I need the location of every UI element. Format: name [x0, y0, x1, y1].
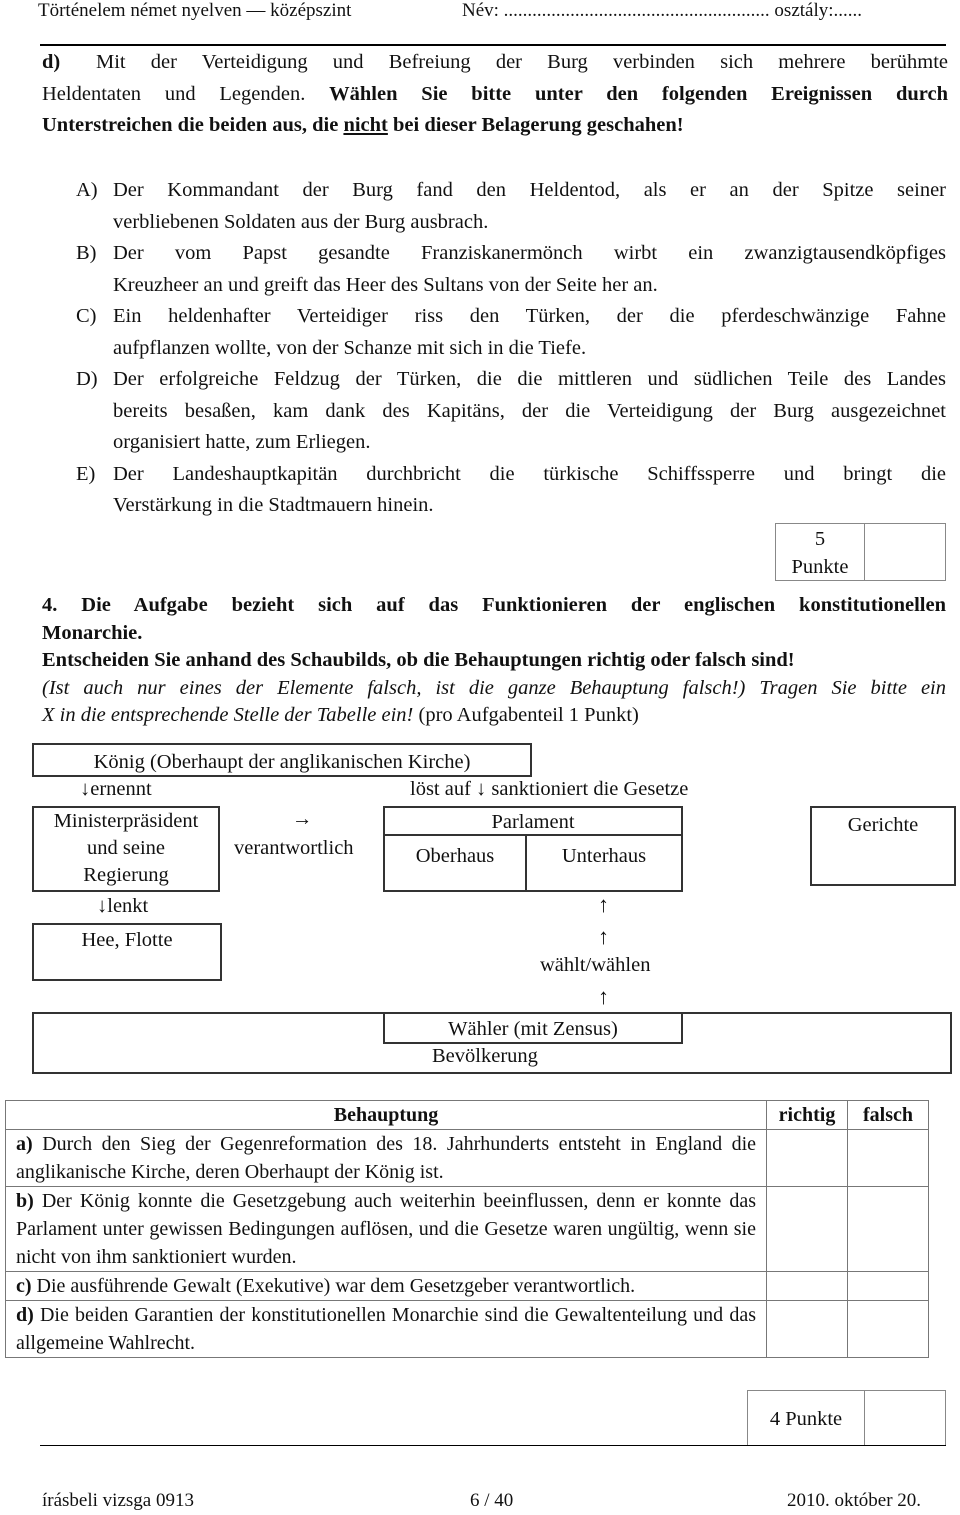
arrow-up-icon: ↑ [598, 924, 609, 949]
false-checkbox-cell[interactable] [848, 1187, 929, 1272]
king-box: König (Oberhaupt der anglikanischen Kirche) [32, 743, 532, 777]
population-label: Bevölkerung [432, 1045, 538, 1067]
false-checkbox-cell[interactable] [848, 1130, 929, 1187]
task4-block [42, 592, 946, 730]
claim-cell: a) Durch den Sieg der Gegenreformation des 18. Jahrhunderts entsteht in England die anglikanische Kirche, deren Oberhaupt der König ist. [6, 1130, 767, 1187]
score-unit: Punkte [791, 556, 849, 578]
task4-note: (Ist auch nur eines der Elemente falsch, ist die ganze Behauptung falsch!) Tragen Sie bitte ein [42, 676, 946, 699]
option-letter: D) [76, 368, 98, 390]
claim-cell: c) Die ausführende Gewalt (Exekutive) war dem Gesetzgeber verantwortlich. [6, 1272, 767, 1301]
header-subject: Történelem német nyelven — középszint [38, 0, 352, 21]
task-d-line3-a: Unterstreichen die beiden aus, die [42, 114, 339, 136]
lenkt-label: ↓lenkt [97, 895, 149, 917]
task-d-line2-pre: Heldentaten und Legenden. [42, 82, 306, 105]
option-letter: B) [76, 242, 97, 264]
arrow-down-icon: ↓ [476, 778, 487, 800]
claims-table [5, 1100, 929, 1358]
option-a[interactable] [76, 175, 946, 238]
header-name-class: Név: ........................................................ osztály:...... [462, 0, 863, 21]
task4-title-line2: Monarchie. [42, 621, 143, 644]
verantwortlich-label: verantwortlich [234, 837, 354, 859]
footer-rule [40, 1445, 946, 1446]
arrow-up-icon: ↑ [598, 892, 609, 917]
task4-note-2: X in die entsprechende Stelle der Tabelle ein! [42, 704, 414, 726]
option-c[interactable] [76, 301, 946, 364]
option-text: Ein heldenhafter Verteidiger riss den Türken, der die pferdeschwänzige Fahne [113, 305, 946, 327]
option-text: verbliebenen Soldaten aus der Burg ausbrach. [113, 210, 489, 233]
government-box: Ministerpräsident und seine Regierung [32, 806, 220, 892]
army-box: Hee, Flotte [32, 923, 222, 981]
claim-cell: d) Die beiden Garantien der konstitutionellen Monarchie sind die Gewaltenteilung und das allgemeine Wahlrecht. [6, 1301, 767, 1358]
arrow-down-icon: ↓ [80, 778, 91, 800]
option-text: organisiert hatte, zum Erliegen. [113, 431, 371, 453]
score-label-box-2: 4 Punkte [747, 1390, 865, 1446]
option-b[interactable] [76, 238, 946, 301]
option-e[interactable] [76, 459, 946, 522]
header-rule [40, 44, 946, 46]
option-d[interactable] [76, 364, 946, 459]
table-row [6, 1187, 929, 1272]
score-number: 5 [814, 528, 826, 550]
option-text: Der Kommandant der Burg fand den Heldentod, als er an der Spitze seiner [113, 179, 946, 201]
table-row [6, 1301, 929, 1358]
arrow-right-icon: → [292, 808, 313, 830]
score-label-box [775, 523, 865, 581]
arrow-up-icon: ↑ [598, 984, 609, 1009]
task4-instruction: Entscheiden Sie anhand des Schaubilds, ob die Behauptungen richtig oder falsch sind! [42, 649, 795, 671]
header-false: falsch [848, 1101, 929, 1130]
task4-points-note: (pro Aufgabenteil 1 Punkt) [418, 704, 639, 726]
true-checkbox-cell[interactable] [767, 1187, 848, 1272]
task-d-line1: Mit der Verteidigung und Befreiung der Burg verbinden sich mehrere berühmte [96, 51, 948, 73]
task-d-nicht: nicht [343, 114, 388, 136]
score-entry-box[interactable] [864, 523, 946, 581]
task-d-line2-bold: Wählen Sie bitte unter den folgenden Ereignissen durch [329, 82, 949, 105]
claim-cell: b) Der König konnte die Gesetzgebung auch weiterhin beeinflussen, denn er konnte das Parlament unter gewissen Bedingungen auflösen, und die Gesetze waren ungültig, wenn sie nicht von ihm sanktioniert wurden. [6, 1187, 767, 1272]
task-d-label: d) [42, 51, 61, 73]
footer-page: 6 / 40 [470, 1490, 514, 1511]
task4-title-line1: 4. Die Aufgabe bezieht sich auf das Funktionieren der englischen konstitutionellen [42, 594, 946, 616]
true-checkbox-cell[interactable] [767, 1301, 848, 1358]
true-checkbox-cell[interactable] [767, 1130, 848, 1187]
option-text: aufpflanzen wollte, von der Schanze mit sich in die Tiefe. [113, 336, 587, 359]
option-text: Der vom Papst gesandte Franziskanermönch wirbt ein zwanzigtausendköpfiges [113, 242, 946, 264]
table-row [6, 1130, 929, 1187]
schaubild [0, 740, 960, 1080]
footer-exam: írásbeli vizsga 0913 [42, 1490, 194, 1511]
score-entry-box-2[interactable] [864, 1390, 946, 1446]
option-letter: C) [76, 305, 97, 327]
task-d-intro [42, 47, 948, 142]
option-text: Verstärkung in die Stadtmauern hinein. [113, 494, 434, 516]
footer-date: 2010. október 20. [787, 1490, 922, 1511]
false-checkbox-cell[interactable] [848, 1301, 929, 1358]
ernennt-label: ↓ernennt [80, 778, 152, 800]
option-text: bereits besaßen, kam dank des Kapitäns, der die Verteidigung der Burg ausgezeichnet [113, 399, 946, 422]
parliament-box: Parlament [383, 806, 683, 836]
arrow-down-icon: ↓ [97, 895, 108, 917]
loest-auf-label: löst auf ↓ sanktioniert die Gesetze [410, 778, 689, 800]
header-true: richtig [767, 1101, 848, 1130]
table-row [6, 1272, 929, 1301]
false-checkbox-cell[interactable] [848, 1272, 929, 1301]
waehlt-label: wählt/wählen [540, 954, 651, 976]
option-letter: A) [76, 179, 98, 201]
courts-box: Gerichte [810, 806, 956, 886]
option-text: Der erfolgreiche Feldzug der Türken, die die mittleren und südlichen Teile des Landes [113, 368, 946, 390]
true-checkbox-cell[interactable] [767, 1272, 848, 1301]
lower-house-box: Unterhaus [525, 834, 683, 892]
option-text: Der Landeshauptkapitän durchbricht die türkische Schiffssperre und bringt die [113, 462, 946, 485]
header-claim: Behauptung [6, 1101, 767, 1130]
option-text: Kreuzheer an und greift das Heer des Sultans von der Seite her an. [113, 273, 658, 296]
table-header-row [6, 1101, 929, 1130]
upper-house-box: Oberhaus [383, 834, 527, 892]
task-d-line3-b: bei dieser Belagerung geschahen! [393, 114, 684, 136]
options-list [76, 175, 946, 522]
voters-box: Wähler (mit Zensus) [383, 1012, 683, 1044]
option-letter: E) [76, 462, 96, 485]
